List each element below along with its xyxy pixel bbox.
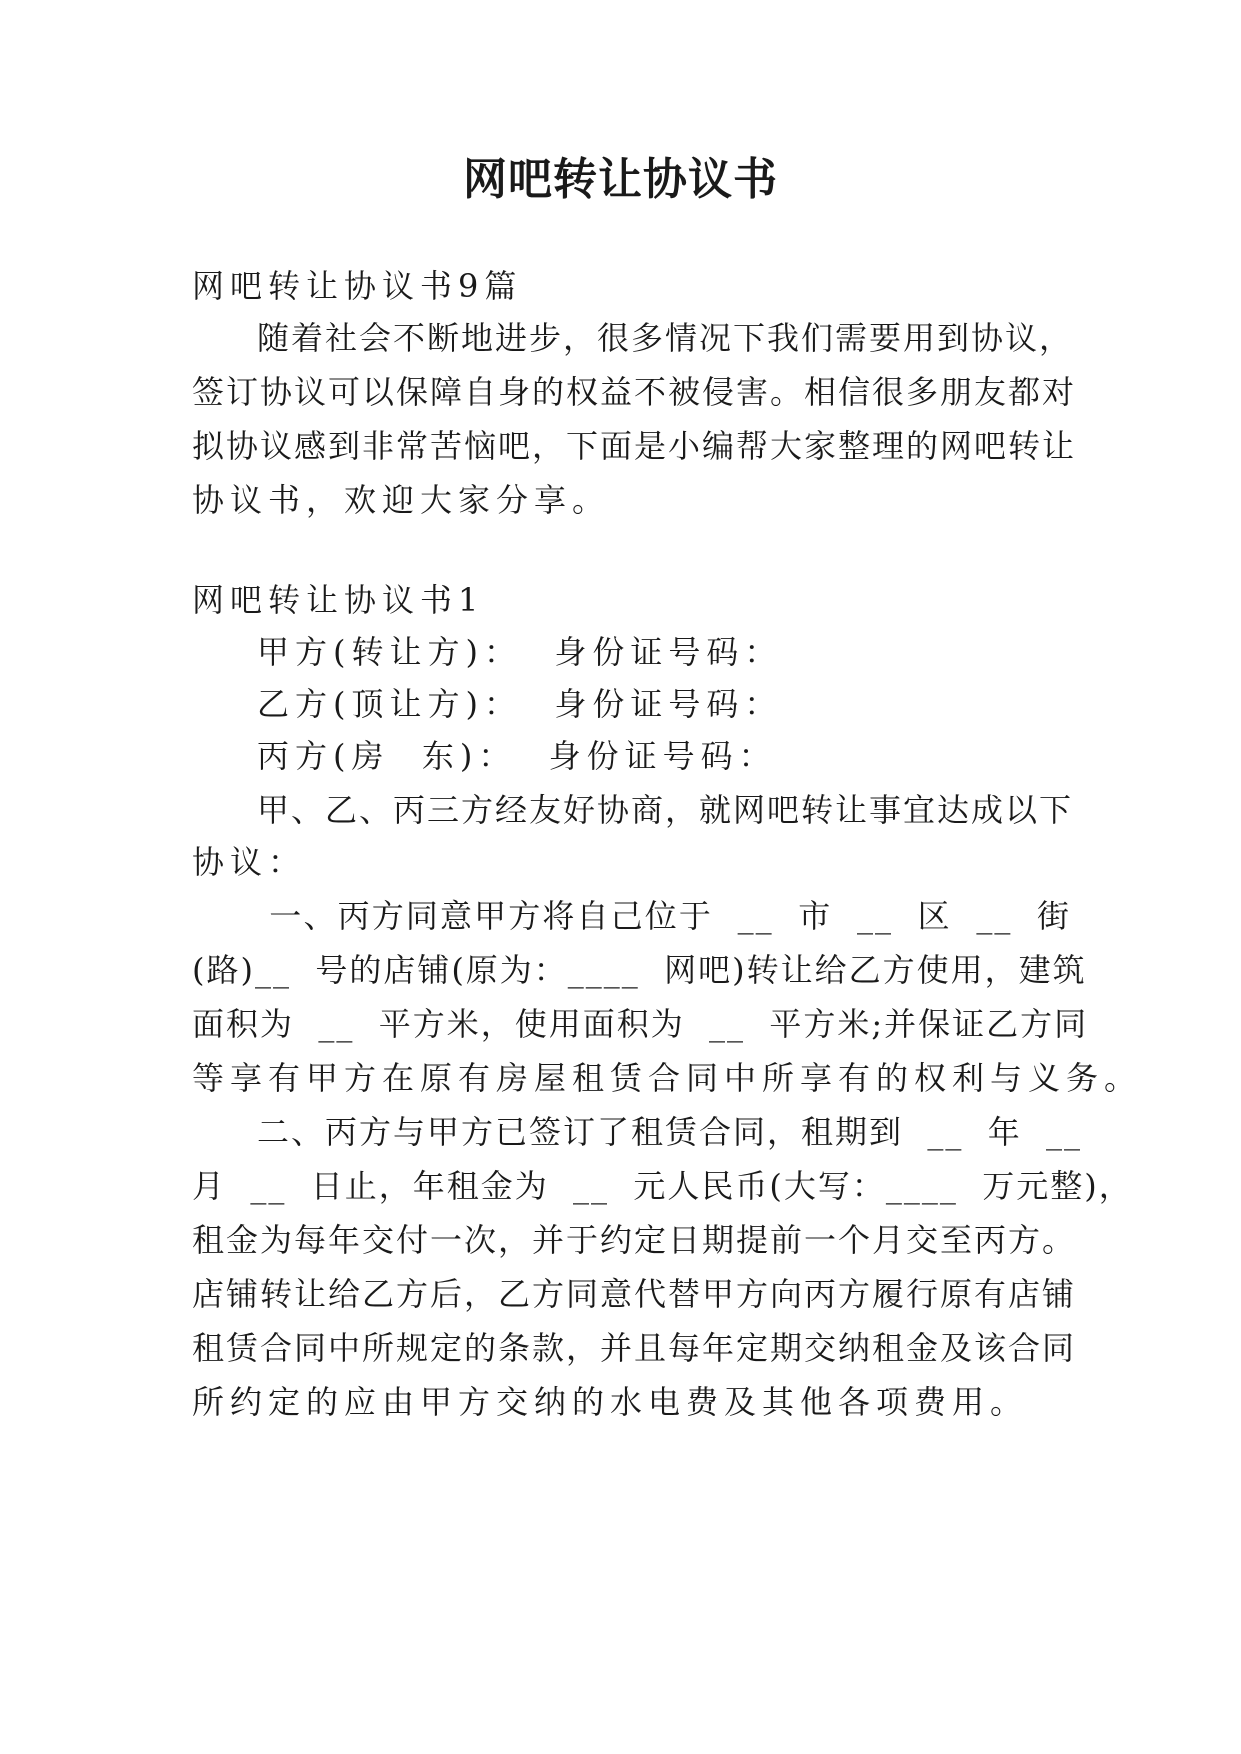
intro-line-3: 拟协议感到非常苦恼吧，下面是小编帮大家整理的网吧转让 — [192, 427, 1077, 465]
party-c-line: 丙方(房 东)： 身份证号码： — [257, 737, 777, 775]
party-b-line: 乙方(顶让方)： 身份证号码： — [257, 685, 783, 723]
clause-1-line-3: 面积为 __ 平方米，使用面积为 __ 平方米;并保证乙方同 — [192, 1005, 1089, 1043]
section-heading-1: 网吧转让协议书1 — [192, 581, 485, 619]
document-title: 网吧转让协议书 — [463, 154, 778, 205]
document-subtitle: 网吧转让协议书9篇 — [192, 267, 523, 305]
agreement-intro-line-1: 甲、乙、丙三方经友好协商，就网吧转让事宜达成以下 — [257, 791, 1074, 829]
agreement-intro-line-2: 协议： — [192, 843, 307, 881]
clause-2-line-4: 店铺转让给乙方后，乙方同意代替甲方向丙方履行原有店铺 — [192, 1275, 1077, 1313]
clause-2-line-2: 月 __ 日止，年租金为 __ 元人民币(大写：____ 万元整)， — [192, 1167, 1133, 1205]
intro-line-1: 随着社会不断地进步，很多情况下我们需要用到协议， — [257, 319, 1074, 357]
clause-1-line-1: 一、丙方同意甲方将自己位于 __ 市 __ 区 __ 街 — [257, 897, 1071, 935]
clause-1-line-4: 等享有甲方在原有房屋租赁合同中所享有的权利与义务。 — [192, 1059, 1143, 1097]
clause-2-line-1: 二、丙方与甲方已签订了租赁合同，租期到 __ 年 __ — [257, 1113, 1083, 1151]
clause-2-line-6: 所约定的应由甲方交纳的水电费及其他各项费用。 — [192, 1383, 1029, 1421]
intro-line-4: 协议书，欢迎大家分享。 — [192, 481, 611, 519]
party-a-line: 甲方(转让方)： 身份证号码： — [257, 633, 783, 671]
clause-2-line-3: 租金为每年交付一次，并于约定日期提前一个月交至丙方。 — [192, 1221, 1077, 1259]
clause-2-line-5: 租赁合同中所规定的条款，并且每年定期交纳租金及该合同 — [192, 1329, 1077, 1367]
intro-line-2: 签订协议可以保障自身的权益不被侵害。相信很多朋友都对 — [192, 373, 1077, 411]
clause-1-line-2: (路)__ 号的店铺(原为：____ 网吧)转让给乙方使用，建筑 — [192, 951, 1087, 989]
